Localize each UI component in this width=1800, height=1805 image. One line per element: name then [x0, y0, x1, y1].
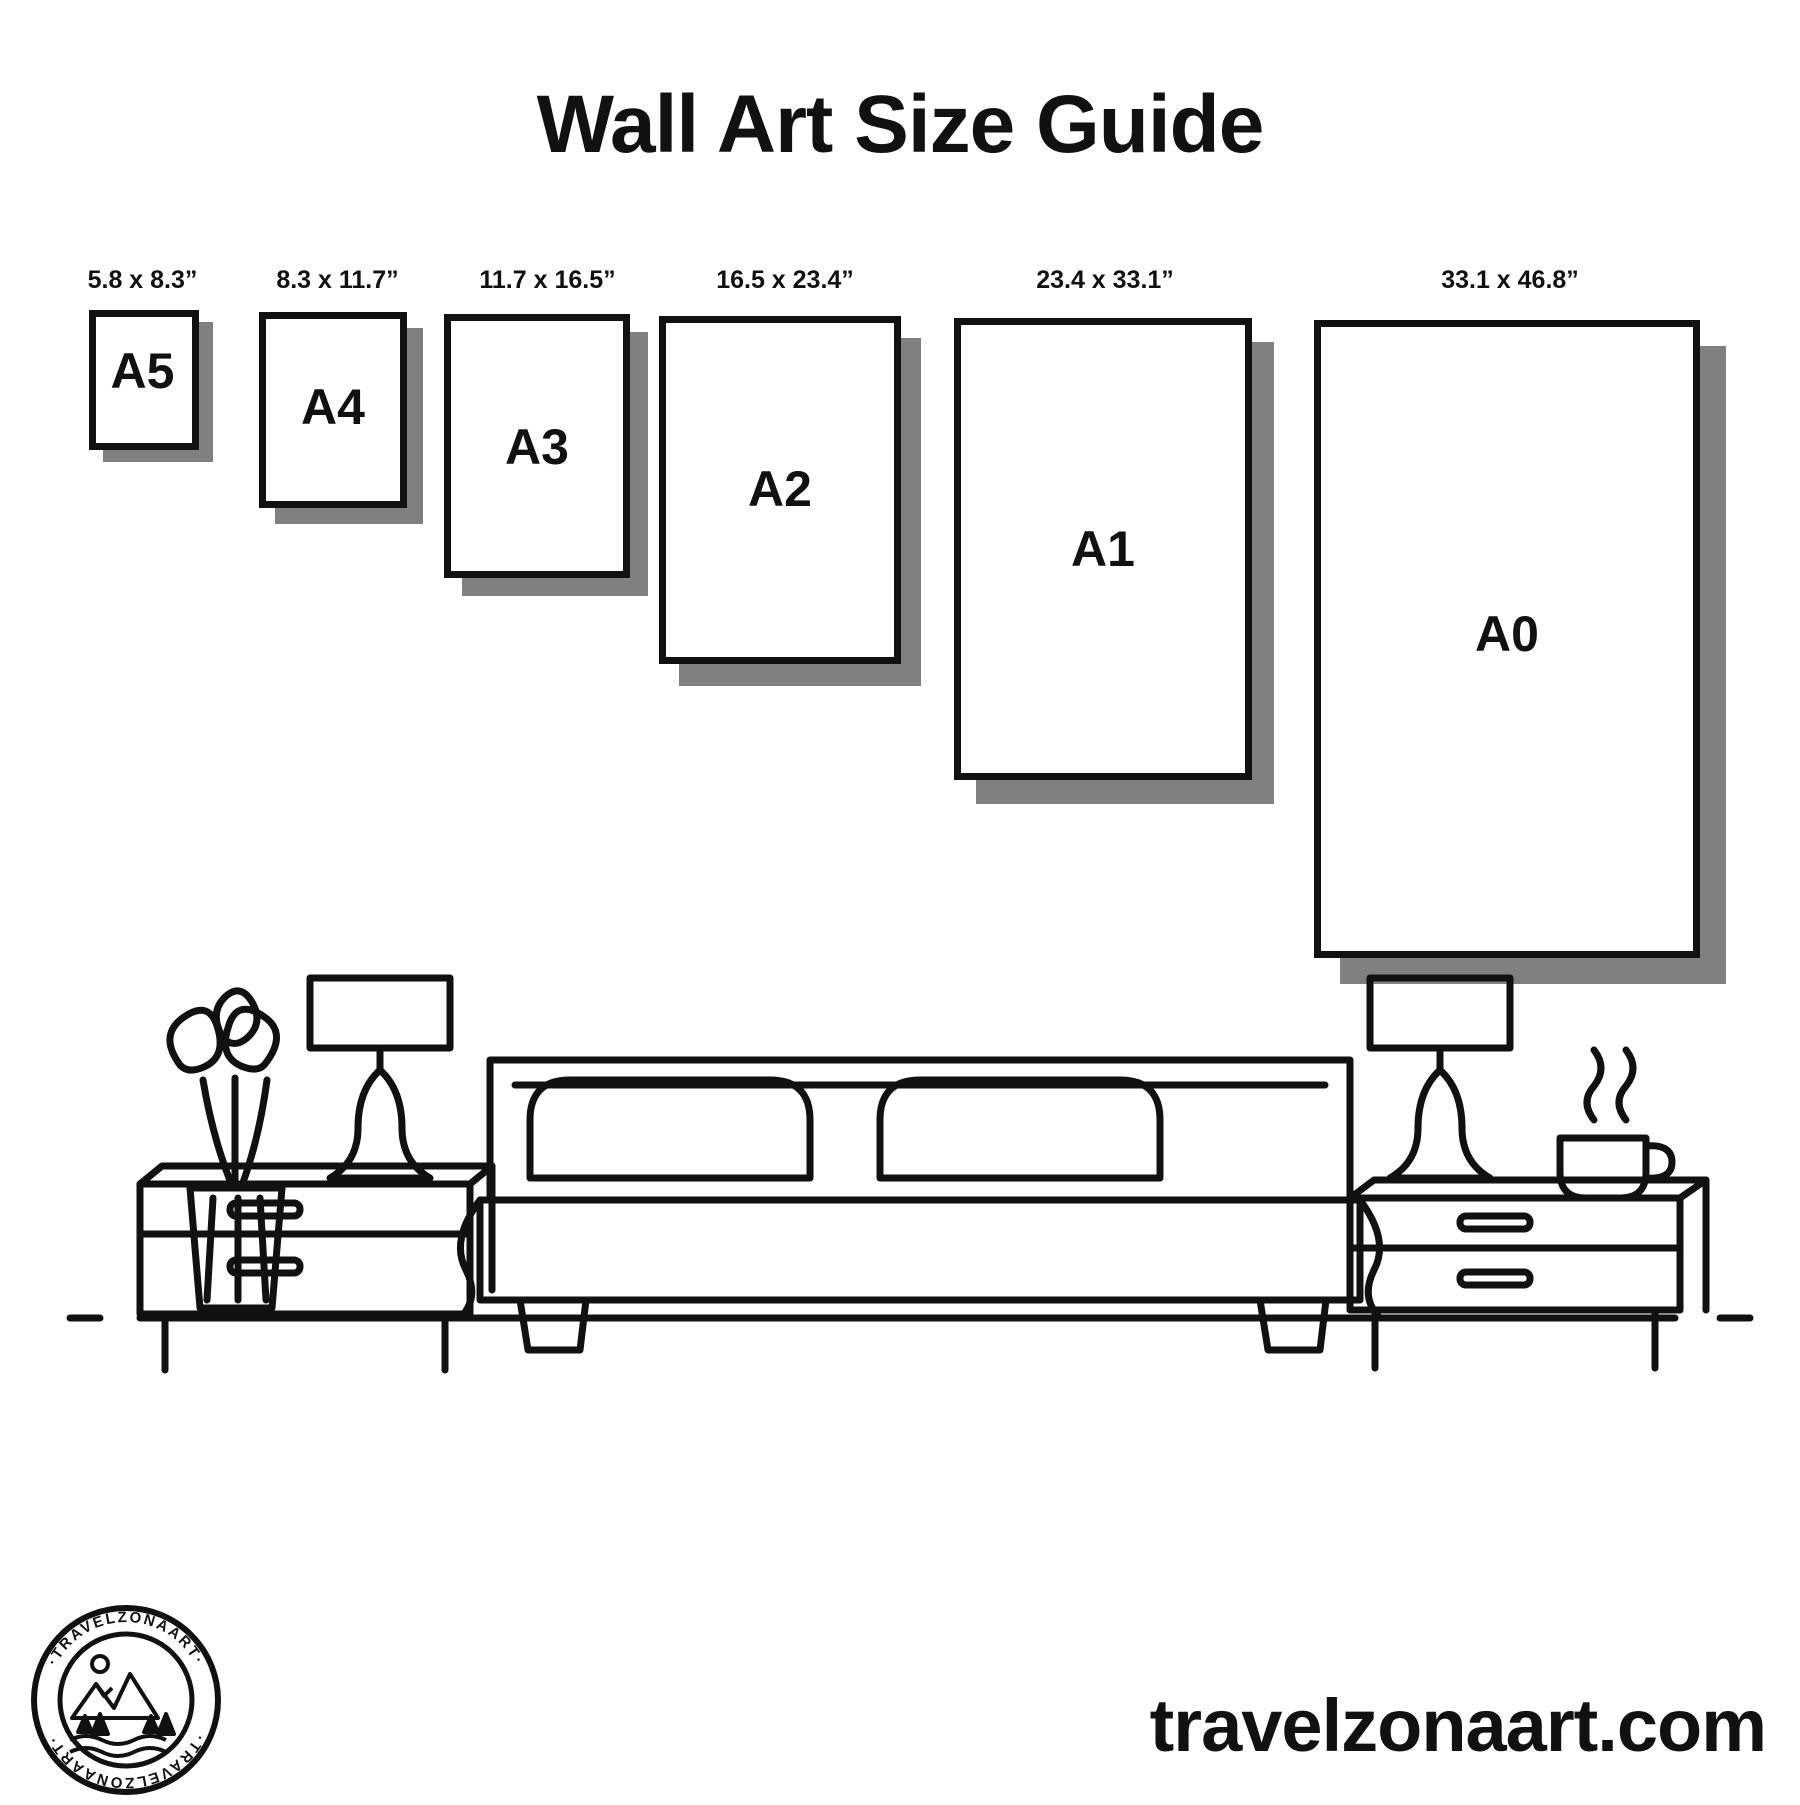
brand-logo[interactable] [26, 1600, 226, 1800]
frame-dimension-a4: 8.3 x 11.7” [276, 266, 399, 294]
mountain-lake-badge-icon [26, 1600, 226, 1800]
frame-group-a4[interactable] [255, 266, 415, 510]
bedroom-illustration-svg [60, 960, 1760, 1400]
frame-group-a5[interactable] [85, 266, 200, 460]
nightstand-right [1350, 1180, 1706, 1368]
frame-group-a3[interactable] [440, 266, 650, 580]
frame-group-a0[interactable] [1310, 266, 1715, 930]
page-title: Wall Art Size Guide [536, 79, 1264, 170]
svg-text:·TRAVELZONAART·: ·TRAVELZONAART· [44, 1608, 208, 1669]
frame-label-a4: A4 [301, 379, 365, 435]
frame-label-a0: A0 [1475, 606, 1539, 662]
table-lamp-right [1370, 978, 1510, 1178]
bedroom-scene [60, 960, 1760, 1400]
frame-dimension-a2: 16.5 x 23.4” [716, 266, 854, 294]
frame-dimension-a0: 33.1 x 46.8” [1441, 266, 1579, 294]
frame-dimension-a3: 11.7 x 16.5” [479, 266, 616, 294]
coffee-cup [1560, 1050, 1672, 1198]
frame-label-a1: A1 [1071, 521, 1135, 577]
frame-label-a2: A2 [748, 461, 812, 517]
frame-group-a2[interactable] [655, 266, 920, 660]
table-lamp-left [310, 978, 450, 1178]
frame-label-a3: A3 [505, 419, 569, 475]
bed [460, 1060, 1380, 1350]
svg-text:·TRAVELZONAART·: ·TRAVELZONAART· [44, 1731, 208, 1792]
frame-group-a1[interactable] [950, 266, 1270, 770]
frame-dimension-a1: 23.4 x 33.1” [1036, 266, 1174, 294]
frame-dimension-a5: 5.8 x 8.3” [87, 266, 198, 294]
frame-label-a5: A5 [110, 343, 175, 399]
frame-size-row [0, 266, 1800, 980]
website-url[interactable]: travelzonaart.com [1149, 1684, 1766, 1767]
